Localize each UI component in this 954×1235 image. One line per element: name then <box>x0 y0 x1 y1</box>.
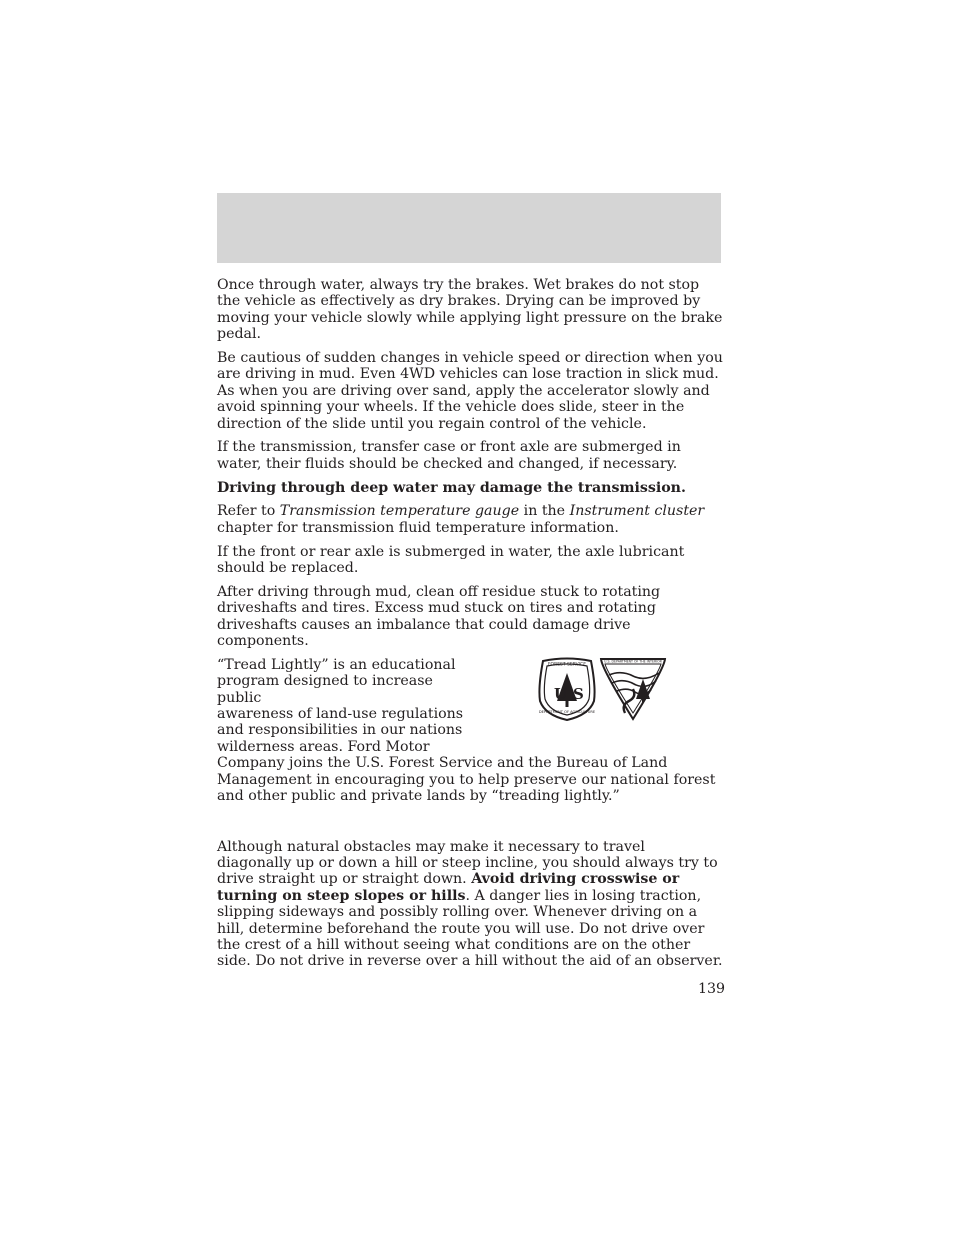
page-content <box>217 277 723 977</box>
paragraph-brakes: Once through water, always try the brakes. Wet brakes do not stop the vehicle as effectively as dry brakes. Drying can be improved by moving your vehicle slowly while applying light pressure on the brake pedal. <box>217 277 723 343</box>
blm-top-text: U.S. DEPARTMENT OF THE INTERIOR <box>604 659 662 664</box>
page-number: 139 <box>698 981 726 997</box>
text-run: Refer to <box>217 503 280 520</box>
logo-graphics <box>537 657 667 721</box>
forest-service-bottom-text: DEPARTMENT OF AGRICULTURE <box>538 709 596 714</box>
paragraph-fluids: If the transmission, transfer case or front axle are submerged in water, their fluids should be checked and changed, if necessary. <box>217 439 681 472</box>
forest-service-shield-icon <box>539 658 596 720</box>
forest-service-letter-s: S <box>573 684 584 703</box>
text-run: Although natural obstacles may make it necessary to travel diagonally up or down a hill or steep incline, you should always try to drive straight up or straight down. <box>217 838 718 888</box>
warning-deep-water <box>217 480 723 496</box>
tread-lightly-block <box>217 657 723 805</box>
reference-transmission-gauge: Transmission temperature gauge <box>279 503 520 520</box>
blm-triangle-icon <box>601 659 665 719</box>
tread-line-4: and responsibilities in our nations <box>217 722 463 739</box>
text-run: . A danger lies in losing traction, slipping sideways and possibly rolling over. Whenever driving on a hill, determine beforehand the route you will use. Do not drive over the crest of a hill without seeing what conditions are on the other side. Do not drive in reverse over a hill without the aid of an observer. <box>217 887 723 970</box>
paragraph-driveshafts: After driving through mud, clean off residue stuck to rotating driveshafts and tires. Excess mud stuck on tires and rotating driveshafts causes an imbalance that could damage drive components. <box>217 583 661 650</box>
text-run: in the <box>519 503 570 520</box>
paragraph-mud: Be cautious of sudden changes in vehicle speed or direction when you are driving in mud. Even 4WD vehicles can lose traction in slick mud. As when you are driving over sand, apply the accelerator slowly and avoid spinning your wheels. If the vehicle does slide, steer in the direction of the slide until you regain control of the vehicle. <box>217 350 723 432</box>
warning-text: Driving through deep water may damage the transmission. <box>217 479 686 496</box>
forest-service-top-text: FOREST SERVICE <box>547 662 587 668</box>
forest-service-letter-u: U <box>554 684 568 703</box>
tread-line-5: wilderness areas. Ford Motor <box>217 738 430 755</box>
section-header-bar <box>217 193 721 263</box>
tread-rest: Company joins the U.S. Forest Service and the Bureau of Land Management in encouraging you to help preserve our national forest and other public and private lands by “treading lightly.” <box>217 755 716 805</box>
tread-line-2: program designed to increase public <box>217 673 433 706</box>
reference-instrument-cluster: Instrument cluster <box>569 503 705 520</box>
tread-line-1: “Tread Lightly” is an educational <box>217 656 456 673</box>
paragraph-axle: If the front or rear axle is submerged in water, the axle lubricant should be replaced. <box>217 543 685 577</box>
warning-hills: Avoid driving crosswise or turning on steep slopes or hills <box>217 871 680 904</box>
agency-logos <box>537 657 667 721</box>
paragraph-hills <box>217 839 723 970</box>
tread-line-3: awareness of land-use regulations <box>217 706 464 723</box>
paragraph-transmission-ref <box>217 503 723 536</box>
text-run: chapter for transmission fluid temperature information. <box>217 519 619 536</box>
